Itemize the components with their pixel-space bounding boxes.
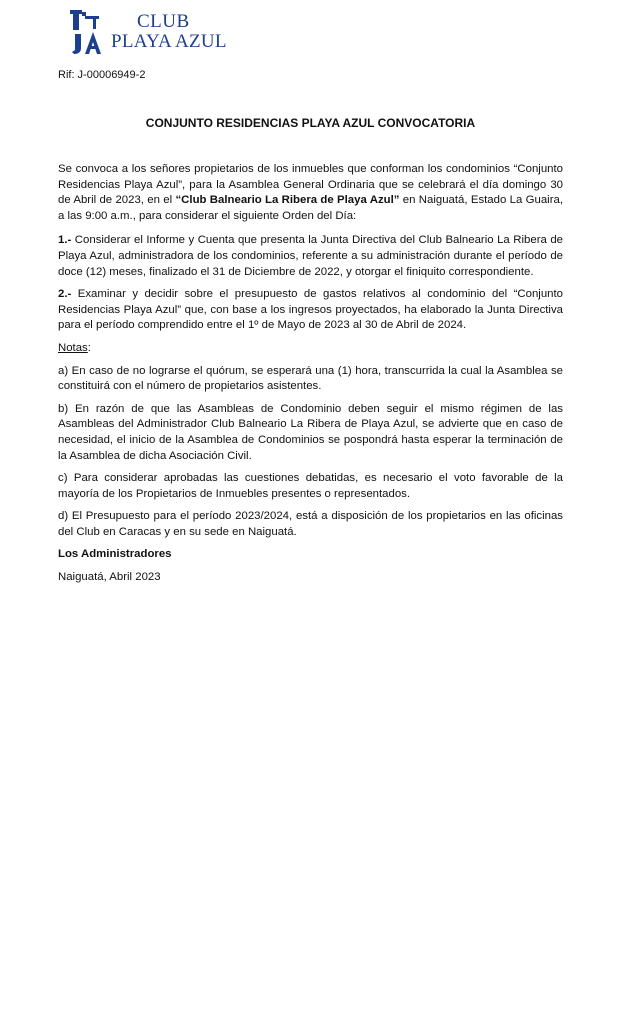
agenda-item-2 <box>58 287 563 334</box>
notes-colon: : <box>87 341 91 354</box>
logo-name-text: PLAYA AZUL <box>111 31 227 52</box>
agenda-item-text: Considerar el Informe y Cuenta que presenta la Junta Directiva del Club Balneario La Ribera de Playa Azul, administradora de los condominios, referente a su administración durante el período de doce (12) meses, finalizado el 31 de Diciembre de 2022, y otorgar el finiquito correspondiente. <box>58 234 563 278</box>
intro-pre: Se convoca a los señores propietarios de los inmuebles que conforman los condominios “Conjunto Residencias Playa Azul”, para la Asamblea General Ordinaria que se celebrará el día domingo 30 de Abril de 2023, en el <box>58 163 563 207</box>
signature <box>58 547 563 563</box>
note-d: d) El Presupuesto para el período 2023/2024, está a disposición de los propietarios en las oficinas del Club en Caracas y en su sede en Naiguatá. <box>58 510 563 538</box>
signature-text: Los Administradores <box>58 548 172 561</box>
intro-post: en Naiguatá, Estado La Guaira, a las 9:00 a.m., para considerar el siguiente Orden del Día: <box>58 194 563 222</box>
note-b: b) En razón de que las Asambleas de Condominio deben seguir el mismo régimen de las Asambleas del Administrador Club Balneario La Ribera de Playa Azul, se advierte que en caso de necesidad, el inicio de la Asamblea de Condominios se pospondrá hasta esperar la terminación de la Asamblea de dicha Asociación Civil. <box>58 402 563 462</box>
intro-venue: “Club Balneario La Ribera de Playa Azul” <box>175 194 400 207</box>
agenda-item-1 <box>58 233 563 280</box>
intro-paragraph <box>58 162 563 224</box>
document-body <box>58 162 563 593</box>
club-logo <box>69 8 227 56</box>
logo-club-text: CLUB <box>137 11 190 32</box>
rif-number: Rif: J-00006949-2 <box>58 69 146 81</box>
agenda-item-text: Examinar y decidir sobre el presupuesto de gastos relativos al condominio del “Conjunto Residencias Playa Azul” que, con base a los ingresos proyectados, ha elaborado la Junta Directiva para el período comprendido entre el 1º de Mayo de 2023 al 30 de Abril de 2024. <box>58 288 563 332</box>
club-playa-azul-logo-icon <box>69 8 107 56</box>
note-a: a) En caso de no lograrse el quórum, se esperará una (1) hora, transcurrida la cual la Asamblea se constituirá con el número de propietarios asistentes. <box>58 364 563 393</box>
agenda-item-number: 1.- <box>58 234 72 247</box>
notes-label: Notas <box>58 341 88 354</box>
notes-heading <box>58 341 563 357</box>
note-c: c) Para considerar aprobadas las cuestiones debatidas, es necesario el voto favorable de la mayoría de los Propietarios de Inmuebles presentes o representados. <box>58 472 563 500</box>
document-title: CONJUNTO RESIDENCIAS PLAYA AZUL CONVOCATORIA <box>145 116 476 130</box>
place-date: Naiguatá, Abril 2023 <box>58 571 161 584</box>
agenda-item-number: 2.- <box>58 288 72 301</box>
logo-wordmark <box>111 12 227 51</box>
